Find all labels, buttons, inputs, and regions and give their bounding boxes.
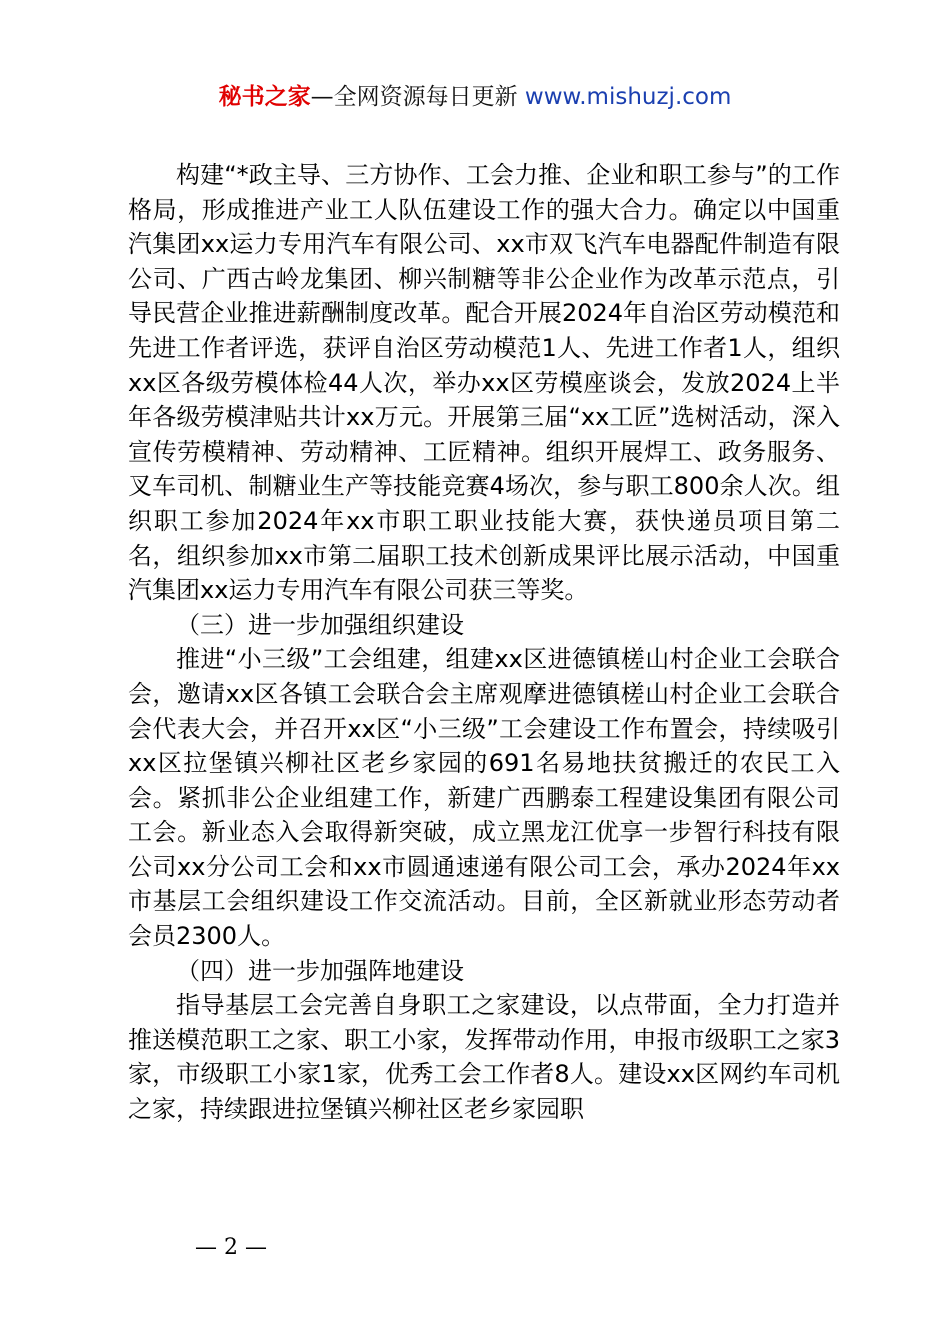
section-heading-organization: （三）进一步加强组织建设 <box>176 610 464 639</box>
paragraph-organization-building: 推进“小三级”工会组建，组建xx区进德镇槎山村企业工会联合会，邀请xx区各镇工会联合会主席观摩进德镇槎山村企业工会联合会代表大会，并召开xx区“小三级”工会建设工作布置会，持续吸引xx区拉堡镇兴柳社区老乡家园的691名易地扶贫搬迁的农民工入会。紧抓非公企业组建工作，新建广西鹏泰工程建设集团有限公司工会。新业态入会取得新突破，成立黑龙江优享一步智行科技有限公司xx分公司工会和xx市圆通速递有限公司工会，承办2024年xx市基层工会组织建设工作交流活动。目前，全区新就业形态劳动者会员2300人。 <box>128 645 840 951</box>
paragraph-position-building: 指导基层工会完善自身职工之家建设，以点带面，全力打造并推送模范职工之家、职工小家，发挥带动作用，申报市级职工之家3家，市级职工小家1家，优秀工会工作者8人。建设xx区网约车司机之家，持续跟进拉堡镇兴柳社区老乡家园职 <box>128 991 840 1124</box>
page-number: — 2 — <box>195 1235 267 1260</box>
section-heading-position: （四）进一步加强阵地建设 <box>176 956 464 985</box>
site-header <box>0 82 950 112</box>
paragraph-workforce-building: 构建“*政主导、三方协作、工会力推、企业和职工参与”的工作格局，形成推进产业工人队伍建设工作的强大合力。确定以中国重汽集团xx运力专用汽车有限公司、xx市双飞汽车电器配件制造有限公司、广西古岭龙集团、柳兴制糖等非公企业作为改革示范点，引导民营企业推进薪酬制度改革。配合开展2024年自治区劳动模范和先进工作者评选，获评自治区劳动模范1人、先进工作者1人，组织xx区各级劳模体检44人次，举办xx区劳模座谈会，发放2024上半年各级劳模津贴共计xx万元。开展第三届“xx工匠”选树活动，深入宣传劳模精神、劳动精神、工匠精神。组织开展焊工、政务服务、叉车司机、制糖业生产等技能竞赛4场次，参与职工800余人次。组织职工参加2024年xx市职工职业技能大赛，获快递员项目第二名，组织参加xx市第二届职工技术创新成果评比展示活动，中国重汽集团xx运力专用汽车有限公司获三等奖。 <box>128 161 840 605</box>
site-brand: 秘书之家 <box>218 84 311 110</box>
site-url-link[interactable]: www.mishuzj.com <box>524 84 732 110</box>
document-body <box>128 158 840 1127</box>
site-slogan: —全网资源每日更新 <box>310 84 525 110</box>
